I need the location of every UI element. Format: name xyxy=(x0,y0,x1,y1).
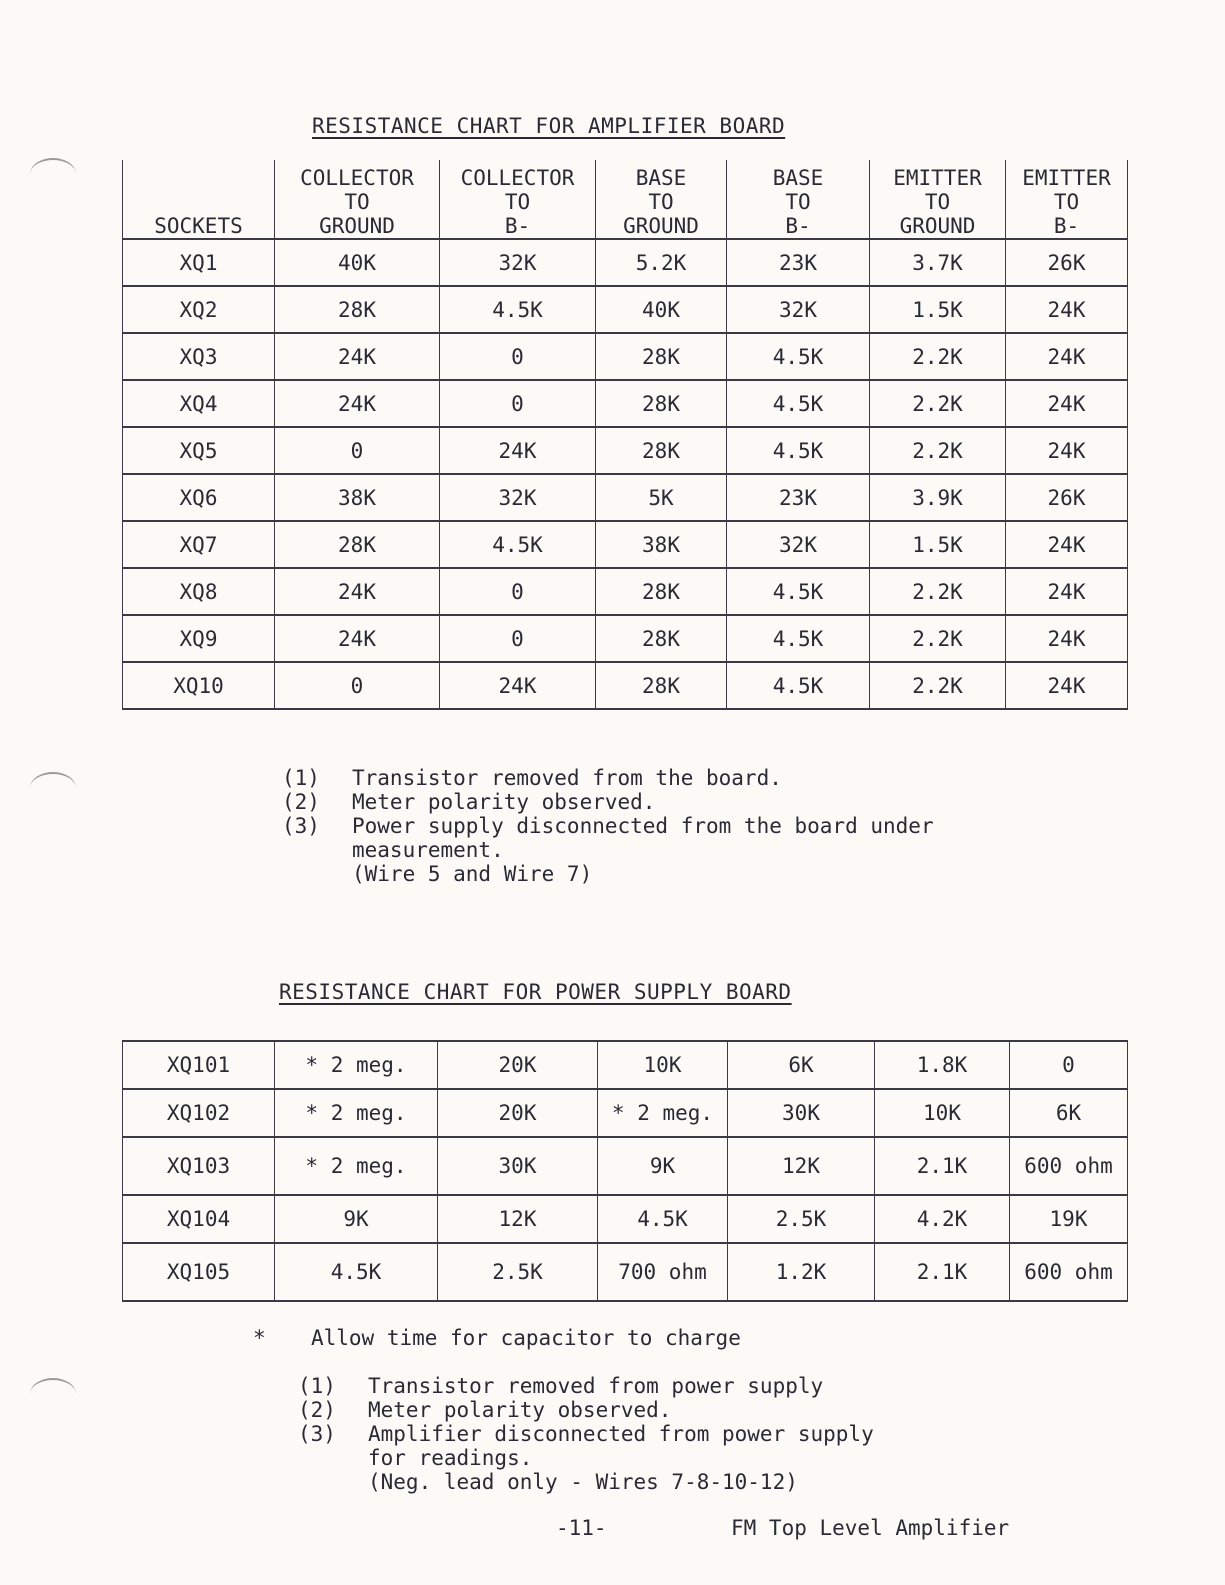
resistance-cell: 0 xyxy=(440,333,596,380)
resistance-cell: 40K xyxy=(275,239,440,286)
resistance-cell: 24K xyxy=(1006,615,1128,662)
resistance-cell: 2.2K xyxy=(870,568,1006,615)
header-line: TO xyxy=(1053,190,1080,214)
resistance-cell: 28K xyxy=(596,333,727,380)
note-line: Meter polarity observed. xyxy=(352,790,656,814)
header-line: B- xyxy=(504,214,531,238)
resistance-cell: 600 ohm xyxy=(1010,1243,1128,1301)
note-item xyxy=(298,1422,874,1494)
amplifier-header-row xyxy=(123,160,1128,239)
header-line: BASE xyxy=(635,166,687,190)
power-notes xyxy=(298,1374,874,1494)
resistance-cell: 2.5K xyxy=(728,1195,875,1243)
table-row xyxy=(123,662,1128,709)
column-header xyxy=(727,160,870,239)
note-line: Transistor removed from power supply xyxy=(368,1374,824,1398)
note-item xyxy=(282,814,934,886)
capacitor-charge-note xyxy=(253,1326,741,1350)
resistance-cell: 1.5K xyxy=(870,286,1006,333)
note-line: Amplifier disconnected from power supply xyxy=(368,1422,874,1446)
resistance-cell: 4.5K xyxy=(727,427,870,474)
note-text xyxy=(368,1398,671,1422)
resistance-cell: 2.2K xyxy=(870,380,1006,427)
note-text xyxy=(368,1374,823,1398)
resistance-cell: 24K xyxy=(1006,521,1128,568)
resistance-cell: 4.5K xyxy=(727,615,870,662)
resistance-cell: 24K xyxy=(440,427,596,474)
socket-cell: XQ8 xyxy=(123,568,275,615)
resistance-cell: 0 xyxy=(275,427,440,474)
resistance-cell: 4.5K xyxy=(598,1195,728,1243)
resistance-cell: 19K xyxy=(1010,1195,1128,1243)
note-line: Transistor removed from the board. xyxy=(352,766,782,790)
resistance-cell: 5.2K xyxy=(596,239,727,286)
note-item xyxy=(282,766,934,790)
amplifier-resistance-table xyxy=(122,160,1128,710)
header-line: TO xyxy=(924,190,951,214)
resistance-cell: 2.2K xyxy=(870,333,1006,380)
table-row xyxy=(123,286,1128,333)
resistance-cell: 28K xyxy=(596,568,727,615)
resistance-cell: 1.2K xyxy=(728,1243,875,1301)
page-number: -11- xyxy=(556,1516,607,1540)
resistance-cell: 24K xyxy=(440,662,596,709)
table-row xyxy=(123,1195,1128,1243)
header-line: COLLECTOR xyxy=(460,166,575,190)
header-line: GROUND xyxy=(899,214,976,238)
resistance-cell: 0 xyxy=(440,380,596,427)
table-row xyxy=(123,474,1128,521)
note-number: (3) xyxy=(298,1422,336,1446)
power-resistance-table xyxy=(122,1040,1128,1302)
capacitor-charge-text: Allow time for capacitor to charge xyxy=(310,1326,741,1350)
table-row xyxy=(123,239,1128,286)
resistance-cell: 0 xyxy=(275,662,440,709)
resistance-cell: 4.5K xyxy=(727,380,870,427)
header-line: EMITTER xyxy=(893,166,982,190)
resistance-cell: 30K xyxy=(438,1137,598,1195)
resistance-cell: 2.2K xyxy=(870,615,1006,662)
socket-cell: XQ104 xyxy=(123,1195,275,1243)
punch-hole xyxy=(30,772,76,804)
table-row xyxy=(123,521,1128,568)
resistance-cell: 4.5K xyxy=(727,662,870,709)
resistance-cell: 6K xyxy=(1010,1089,1128,1137)
header-line: EMITTER xyxy=(1022,166,1111,190)
resistance-cell: 24K xyxy=(1006,427,1128,474)
asterisk: * xyxy=(253,1326,266,1350)
resistance-cell: * 2 meg. xyxy=(598,1089,728,1137)
header-line: B- xyxy=(785,214,811,238)
socket-cell: XQ6 xyxy=(123,474,275,521)
header-line: GROUND xyxy=(623,214,699,238)
column-header xyxy=(275,160,440,239)
resistance-cell: 2.1K xyxy=(875,1137,1010,1195)
socket-cell: XQ102 xyxy=(123,1089,275,1137)
amplifier-chart-title: RESISTANCE CHART FOR AMPLIFIER BOARD xyxy=(312,114,786,138)
resistance-cell: * 2 meg. xyxy=(275,1137,438,1195)
header-line: TO xyxy=(785,190,811,214)
column-header xyxy=(123,160,275,239)
header-line: BASE xyxy=(772,166,824,190)
resistance-cell: 5K xyxy=(596,474,727,521)
resistance-cell: 600 ohm xyxy=(1010,1137,1128,1195)
column-header xyxy=(870,160,1006,239)
resistance-cell: 4.5K xyxy=(727,333,870,380)
note-item xyxy=(298,1398,874,1422)
table-row xyxy=(123,333,1128,380)
resistance-cell: 28K xyxy=(596,615,727,662)
socket-cell: XQ101 xyxy=(123,1041,275,1089)
resistance-cell: 24K xyxy=(1006,380,1128,427)
resistance-cell: 24K xyxy=(275,333,440,380)
resistance-cell: 24K xyxy=(1006,568,1128,615)
table-row xyxy=(123,380,1128,427)
table-row xyxy=(123,1243,1128,1301)
resistance-cell: 32K xyxy=(440,239,596,286)
amplifier-notes xyxy=(282,766,934,886)
resistance-cell: 3.7K xyxy=(870,239,1006,286)
resistance-cell: 32K xyxy=(440,474,596,521)
header-line: TO xyxy=(344,190,370,214)
socket-cell: XQ103 xyxy=(123,1137,275,1195)
punch-hole xyxy=(30,1378,76,1410)
note-number: (2) xyxy=(298,1398,336,1422)
socket-cell: XQ9 xyxy=(123,615,275,662)
resistance-cell: 12K xyxy=(438,1195,598,1243)
socket-cell: XQ10 xyxy=(123,662,275,709)
resistance-cell: * 2 meg. xyxy=(275,1089,438,1137)
header-line: GROUND xyxy=(319,214,395,238)
resistance-cell: 12K xyxy=(728,1137,875,1195)
resistance-cell: 28K xyxy=(596,380,727,427)
note-number: (3) xyxy=(282,814,320,838)
punch-hole xyxy=(30,158,76,190)
resistance-cell: 26K xyxy=(1006,474,1128,521)
resistance-cell: 30K xyxy=(728,1089,875,1137)
note-line: (Neg. lead only - Wires 7-8-10-12) xyxy=(368,1470,798,1494)
socket-cell: XQ2 xyxy=(123,286,275,333)
resistance-cell: 0 xyxy=(440,615,596,662)
resistance-cell: 9K xyxy=(598,1137,728,1195)
table-row xyxy=(123,615,1128,662)
resistance-cell: 23K xyxy=(727,474,870,521)
header-line: B- xyxy=(1053,214,1080,238)
resistance-cell: 24K xyxy=(275,568,440,615)
table-row xyxy=(123,1041,1128,1089)
socket-cell: XQ4 xyxy=(123,380,275,427)
table-row xyxy=(123,1137,1128,1195)
note-text xyxy=(352,766,782,790)
column-header xyxy=(596,160,727,239)
resistance-cell: 4.2K xyxy=(875,1195,1010,1243)
table-row xyxy=(123,1089,1128,1137)
note-text xyxy=(352,790,655,814)
socket-cell: XQ5 xyxy=(123,427,275,474)
resistance-cell: 9K xyxy=(275,1195,438,1243)
resistance-cell: 38K xyxy=(596,521,727,568)
note-number: (1) xyxy=(282,766,320,790)
resistance-cell: 1.8K xyxy=(875,1041,1010,1089)
header-line: SOCKETS xyxy=(154,214,243,238)
resistance-cell: 28K xyxy=(275,286,440,333)
resistance-cell: 26K xyxy=(1006,239,1128,286)
resistance-cell: 4.5K xyxy=(275,1243,438,1301)
resistance-cell: 24K xyxy=(1006,286,1128,333)
socket-cell: XQ105 xyxy=(123,1243,275,1301)
power-chart-title: RESISTANCE CHART FOR POWER SUPPLY BOARD xyxy=(279,980,792,1004)
note-line: for readings. xyxy=(368,1446,533,1470)
resistance-cell: 4.5K xyxy=(727,568,870,615)
resistance-cell: * 2 meg. xyxy=(275,1041,438,1089)
socket-cell: XQ1 xyxy=(123,239,275,286)
resistance-cell: 24K xyxy=(1006,662,1128,709)
note-number: (1) xyxy=(298,1374,336,1398)
note-number: (2) xyxy=(282,790,320,814)
header-line: TO xyxy=(504,190,531,214)
note-line: Power supply disconnected from the board under xyxy=(352,814,934,838)
note-line: measurement. xyxy=(352,838,504,862)
resistance-cell: 4.5K xyxy=(440,521,596,568)
note-item xyxy=(298,1374,874,1398)
table-row xyxy=(123,427,1128,474)
resistance-cell: 2.1K xyxy=(875,1243,1010,1301)
resistance-cell: 4.5K xyxy=(440,286,596,333)
resistance-cell: 24K xyxy=(1006,333,1128,380)
socket-cell: XQ3 xyxy=(123,333,275,380)
resistance-cell: 2.2K xyxy=(870,427,1006,474)
resistance-cell: 10K xyxy=(598,1041,728,1089)
resistance-cell: 700 ohm xyxy=(598,1243,728,1301)
note-text xyxy=(368,1422,874,1494)
resistance-cell: 28K xyxy=(275,521,440,568)
resistance-cell: 3.9K xyxy=(870,474,1006,521)
resistance-cell: 1.5K xyxy=(870,521,1006,568)
resistance-cell: 2.5K xyxy=(438,1243,598,1301)
socket-cell: XQ7 xyxy=(123,521,275,568)
resistance-cell: 40K xyxy=(596,286,727,333)
resistance-cell: 10K xyxy=(875,1089,1010,1137)
document-name: FM Top Level Amplifier xyxy=(731,1516,1010,1540)
note-line: Meter polarity observed. xyxy=(368,1398,672,1422)
resistance-cell: 20K xyxy=(438,1041,598,1089)
resistance-cell: 6K xyxy=(728,1041,875,1089)
note-item xyxy=(282,790,934,814)
resistance-cell: 24K xyxy=(275,615,440,662)
column-header xyxy=(1006,160,1128,239)
resistance-cell: 32K xyxy=(727,521,870,568)
resistance-cell: 0 xyxy=(1010,1041,1128,1089)
resistance-cell: 28K xyxy=(596,662,727,709)
header-line: TO xyxy=(648,190,674,214)
note-line: (Wire 5 and Wire 7) xyxy=(352,862,593,886)
table-row xyxy=(123,568,1128,615)
resistance-cell: 0 xyxy=(440,568,596,615)
resistance-cell: 20K xyxy=(438,1089,598,1137)
resistance-cell: 2.2K xyxy=(870,662,1006,709)
note-text xyxy=(352,814,934,886)
resistance-cell: 24K xyxy=(275,380,440,427)
resistance-cell: 32K xyxy=(727,286,870,333)
header-line: COLLECTOR xyxy=(300,166,414,190)
resistance-cell: 38K xyxy=(275,474,440,521)
resistance-cell: 23K xyxy=(727,239,870,286)
column-header xyxy=(440,160,596,239)
resistance-cell: 28K xyxy=(596,427,727,474)
